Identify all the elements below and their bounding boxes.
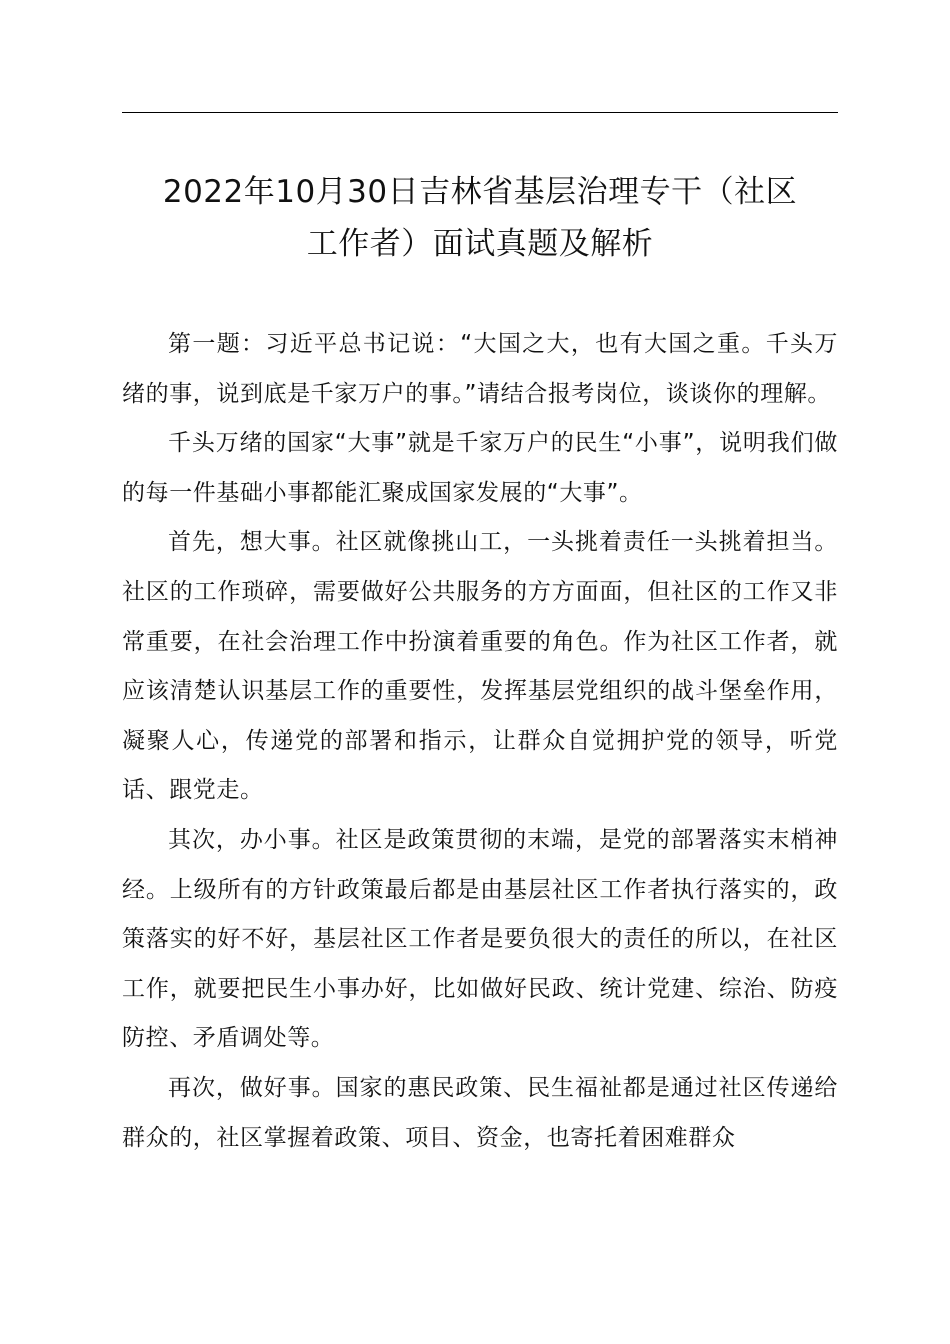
title-line-2: 工作者）面试真题及解析 bbox=[306, 226, 654, 262]
title-line-1: 2022年10月30日吉林省基层治理专干（社区 bbox=[162, 174, 798, 210]
answer-first-point-paragraph: 首先，想大事。社区就像挑山工，一头挑着责任一头挑着担当。社区的工作琐碎，需要做好公共服务的方方面面，但社区的工作又非常重要，在社会治理工作中扮演着重要的角色。作为社区工作者，就应该清楚认识基层工作的重要性，发挥基层党组织的战斗堡垒作用，凝聚人心，传递党的部署和指示，让群众自觉拥护党的领导，听党话、跟党走。 bbox=[122, 529, 838, 804]
document-title bbox=[122, 166, 838, 270]
header-rule bbox=[122, 112, 838, 113]
document-body bbox=[122, 320, 838, 1163]
question-paragraph: 第一题：习近平总书记说：“大国之大，也有大国之重。千头万绪的事，说到底是千家万户的事。”请结合报考岗位，谈谈你的理解。 bbox=[122, 331, 838, 407]
answer-second-point-paragraph: 其次，办小事。社区是政策贯彻的末端，是党的部署落实末梢神经。上级所有的方针政策最后都是由基层社区工作者执行落实的，政策落实的好不好，基层社区工作者是要负很大的责任的所以，在社区工作，就要把民生小事办好，比如做好民政、统计党建、综治、防疫防控、矛盾调处等。 bbox=[122, 826, 838, 1052]
answer-intro-paragraph: 千头万绪的国家“大事”就是千家万户的民生“小事”，说明我们做的每一件基础小事都能汇聚成国家发展的“大事”。 bbox=[122, 430, 838, 506]
answer-third-point-paragraph: 再次，做好事。国家的惠民政策、民生福祉都是通过社区传递给群众的，社区掌握着政策、项目、资金，也寄托着困难群众 bbox=[122, 1074, 838, 1151]
